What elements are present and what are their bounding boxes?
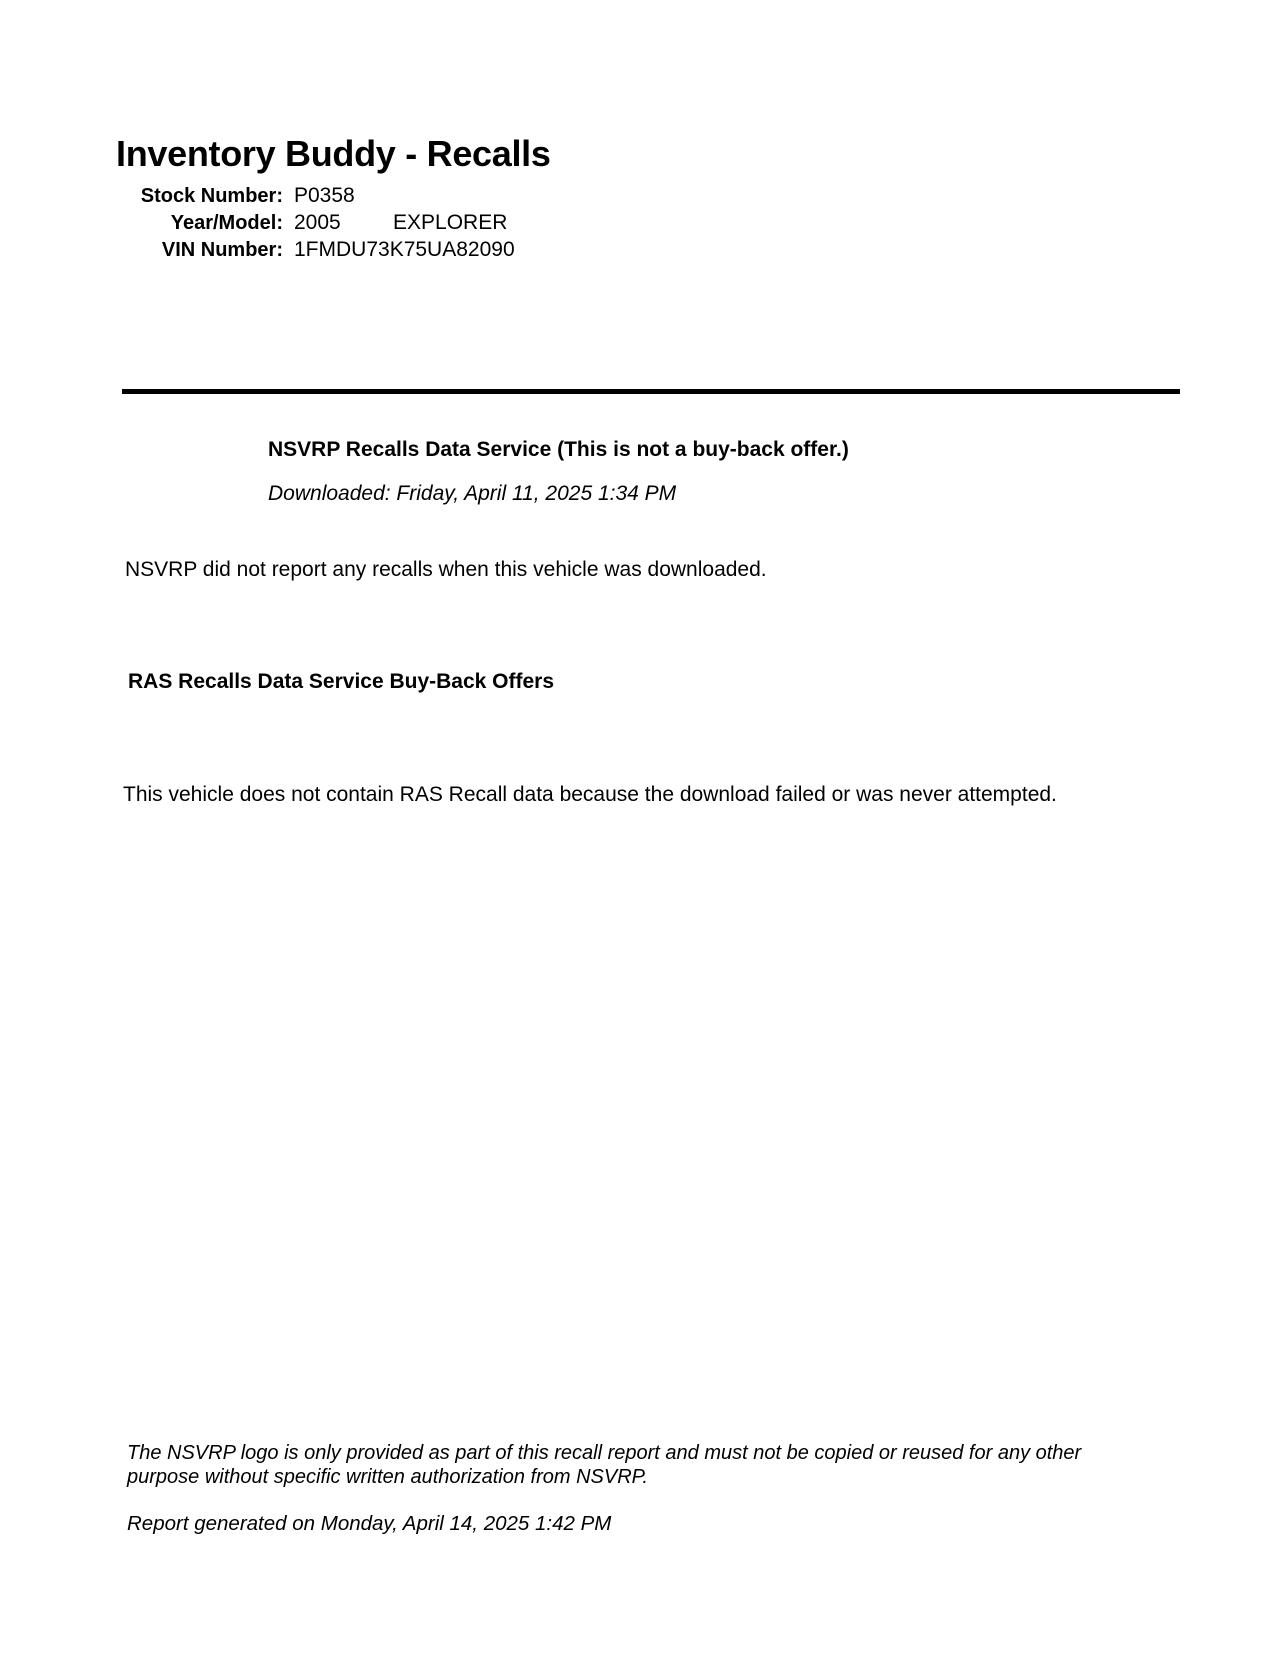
year-model-label: Year/Model: (170, 212, 283, 234)
nsvrp-section-heading: NSVRP Recalls Data Service (This is not a buy-back offer.) (268, 438, 849, 461)
horizontal-divider (122, 389, 1180, 394)
year-value: 2005 (294, 211, 341, 234)
footer-notice-line-1: The NSVRP logo is only provided as part of this recall report and must not be copied or reused for any other (127, 1442, 1082, 1464)
page-title: Inventory Buddy - Recalls (116, 133, 551, 174)
stock-number-row (110, 184, 515, 211)
report-generated-timestamp: Report generated on Monday, April 14, 2025 1:42 PM (127, 1512, 612, 1535)
footer-notice-line-2: purpose without specific written authorization from NSVRP. (127, 1466, 648, 1488)
vin-number-row (110, 238, 515, 265)
vin-number-label: VIN Number: (161, 239, 283, 261)
year-model-row (110, 211, 515, 238)
stock-number-value: P0358 (294, 184, 355, 207)
footer-logo-notice (127, 1441, 1081, 1489)
nsvrp-downloaded-timestamp: Downloaded: Friday, April 11, 2025 1:34 PM (268, 482, 677, 505)
ras-result-text: This vehicle does not contain RAS Recall data because the download failed or was never attempted. (123, 783, 1057, 806)
stock-number-label: Stock Number: (140, 185, 283, 207)
vin-number-value: 1FMDU73K75UA82090 (294, 238, 515, 261)
model-value: EXPLORER (393, 211, 508, 234)
nsvrp-result-text: NSVRP did not report any recalls when this vehicle was downloaded. (125, 558, 767, 581)
year-model-value (294, 211, 507, 235)
vehicle-info-block (110, 184, 515, 265)
ras-section-heading: RAS Recalls Data Service Buy-Back Offers (128, 670, 555, 693)
